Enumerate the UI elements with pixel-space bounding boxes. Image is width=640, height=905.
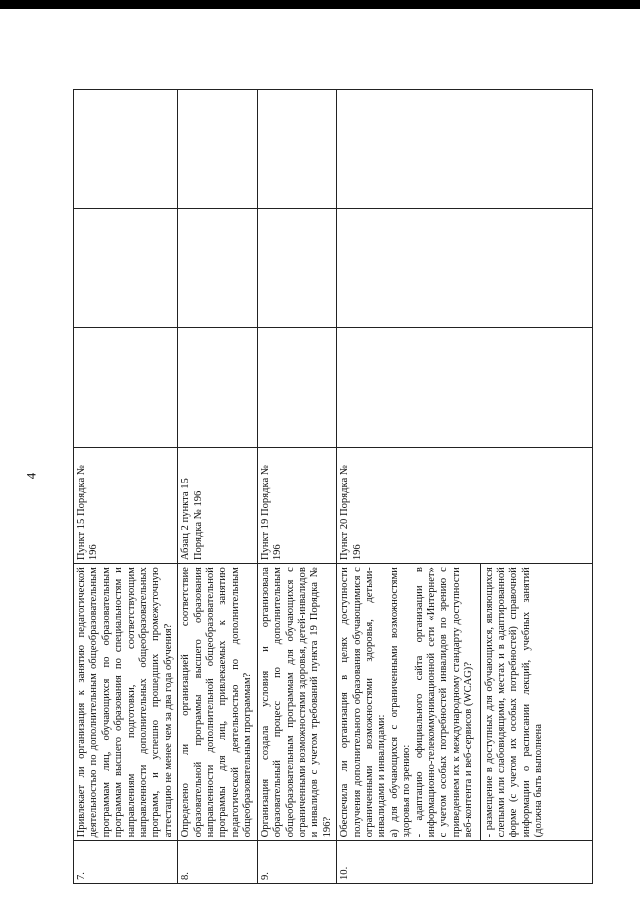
- table-row: [74, 90, 178, 884]
- empty-cell: [74, 209, 178, 328]
- row-source: Пункт 19 Порядка № 196: [257, 447, 336, 564]
- rotated-page: [73, 89, 593, 884]
- row-number: 10.: [337, 841, 593, 884]
- table-row: [178, 90, 257, 884]
- empty-cell: [337, 328, 593, 447]
- row-number: 9.: [257, 841, 336, 884]
- row-question: Привлекает ли организация к занятию педагогической деятельностью по дополнительным общеобразовательным программам лиц, обучающихся по образовательным программам высшего образования по специальностям и направлениям подготовки, соответствующим направленности дополнительных общеобразовательных программ, и успешно прошедших промежуточную аттестацию не менее чем за два года обучения?: [74, 564, 178, 841]
- row-source: Абзац 2 пункта 15 Порядка № 196: [178, 447, 257, 564]
- empty-cell: [178, 328, 257, 447]
- page-number: 4: [23, 472, 39, 480]
- question-line: а) для обучающихся с ограниченными возможностями здоровья по зрению:: [388, 567, 413, 838]
- empty-cell: [257, 90, 336, 209]
- empty-cell: [257, 328, 336, 447]
- row-question: Организация создала условия и организовала образовательный процесс по дополнительным общеобразовательным программам для обучающихся с ограниченными возможностями здоровья, детей-инвалидов и инвалидов с учетом требований пункта 19 Порядка № 196?: [257, 564, 336, 841]
- question-subitem: - размещение в доступных для обучающихся, являющихся слепыми или слабовидящими, местах и в адаптированной форме (с учетом их особых потребностей) справочной информации о расписании лекций, учебных занятий (должна быть выполнена: [480, 564, 546, 840]
- table-row: [257, 90, 336, 884]
- row-source: Пункт 15 Порядка № 196: [74, 447, 178, 564]
- row-source: Пункт 20 Порядка № 196: [337, 447, 593, 564]
- checklist-table: [73, 89, 593, 884]
- row-question: [337, 564, 593, 841]
- empty-cell: [257, 209, 336, 328]
- row-number: 8.: [178, 841, 257, 884]
- top-black-bar: [0, 0, 640, 9]
- empty-cell: [178, 90, 257, 209]
- empty-cell: [178, 209, 257, 328]
- empty-cell: [337, 90, 593, 209]
- empty-cell: [74, 328, 178, 447]
- question-line: - адаптацию официального сайта организации в информационно-телекоммуникационной сети «Интернет» с учетом особых потребностей инвалидов по зрению с приведением их к международному стандарту доступности веб-контента и веб-сервисов (WCAG)?: [413, 567, 475, 838]
- row-question: Определено ли организацией соответствие образовательной программы высшего образования направленности дополнительной общеобразовательной программы для лиц, привлекаемых к занятию педагогической деятельностью по дополнительным общеобразовательным программам?: [178, 564, 257, 841]
- empty-cell: [337, 209, 593, 328]
- empty-cell: [74, 90, 178, 209]
- question-line: Обеспечила ли организация в целях доступности получения дополнительного образования обучающимися с ограниченными возможностями здоровья, детьми-инвалидами и инвалидами:: [339, 567, 388, 838]
- table-row: [337, 90, 593, 884]
- row-number: 7.: [74, 841, 178, 884]
